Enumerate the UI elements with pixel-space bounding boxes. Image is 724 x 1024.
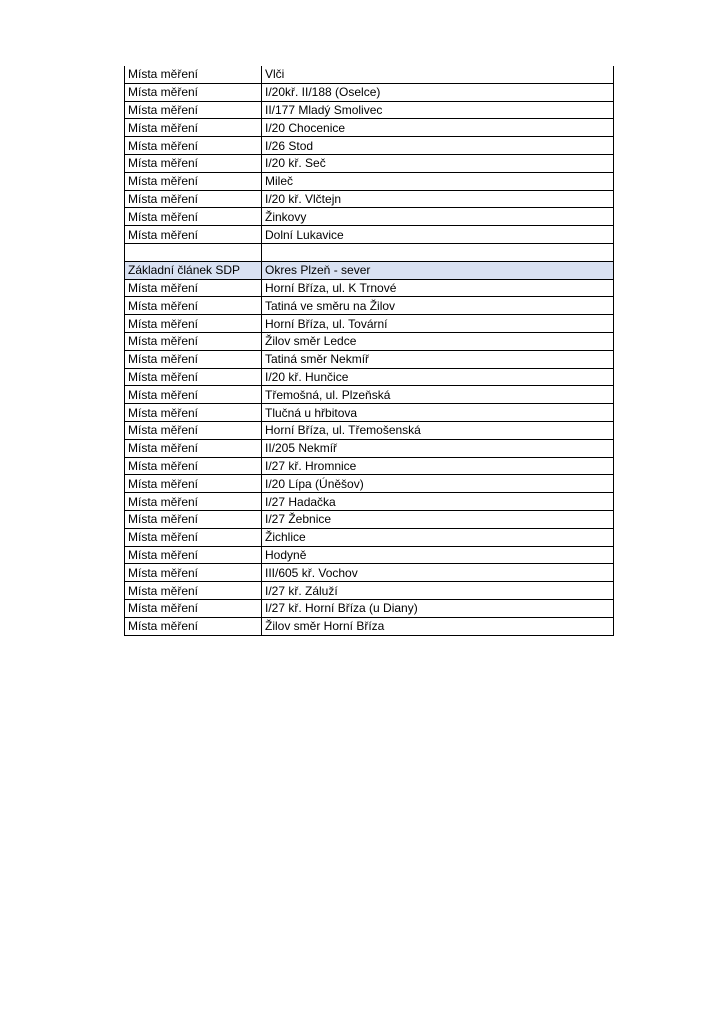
label-cell: Místa měření (125, 386, 262, 404)
table-row (125, 368, 614, 386)
table-row (125, 617, 614, 635)
label-cell: Místa měření (125, 439, 262, 457)
label-cell: Místa měření (125, 421, 262, 439)
label-cell: Místa měření (125, 564, 262, 582)
table-row (125, 421, 614, 439)
value-cell: Hodyně (262, 546, 614, 564)
label-cell: Místa měření (125, 599, 262, 617)
value-cell: I/20 Chocenice (262, 119, 614, 137)
label-cell: Místa měření (125, 172, 262, 190)
label-cell: Místa měření (125, 475, 262, 493)
label-cell: Místa měření (125, 297, 262, 315)
value-cell: Tlučná u hřbitova (262, 404, 614, 422)
table-row (125, 350, 614, 368)
table-row (125, 119, 614, 137)
value-cell: Třemošná, ul. Plzeňská (262, 386, 614, 404)
table-row (125, 404, 614, 422)
value-cell: II/205 Nekmíř (262, 439, 614, 457)
value-cell: I/26 Stod (262, 137, 614, 155)
value-cell: I/20 kř. Vlčtejn (262, 190, 614, 208)
value-cell: Mileč (262, 172, 614, 190)
label-cell: Místa měření (125, 101, 262, 119)
label-cell: Místa měření (125, 546, 262, 564)
value-cell (262, 243, 614, 261)
label-cell: Místa měření (125, 350, 262, 368)
table-row (125, 564, 614, 582)
value-cell: I/20kř. II/188 (Oselce) (262, 83, 614, 101)
label-cell: Místa měření (125, 457, 262, 475)
table-row (125, 154, 614, 172)
value-cell: I/20 kř. Seč (262, 154, 614, 172)
value-cell: Tatiná směr Nekmíř (262, 350, 614, 368)
table-row (125, 582, 614, 600)
table-row (125, 528, 614, 546)
table-row (125, 439, 614, 457)
label-cell: Místa měření (125, 83, 262, 101)
label-cell: Místa měření (125, 137, 262, 155)
value-cell: Horní Bříza, ul. Tovární (262, 315, 614, 333)
value-cell: Dolní Lukavice (262, 226, 614, 244)
table-row (125, 493, 614, 511)
label-cell: Místa měření (125, 279, 262, 297)
label-cell: Místa měření (125, 66, 262, 83)
table-row (125, 226, 614, 244)
value-cell: Tatiná ve směru na Žilov (262, 297, 614, 315)
measurement-sites-table (124, 66, 614, 636)
value-cell: I/20 Lípa (Úněšov) (262, 475, 614, 493)
table-row (125, 315, 614, 333)
table-row (125, 297, 614, 315)
table-body (125, 66, 614, 635)
table-row (125, 457, 614, 475)
table-row (125, 279, 614, 297)
table-row (125, 190, 614, 208)
value-cell: I/27 kř. Záluží (262, 582, 614, 600)
label-cell: Místa měření (125, 510, 262, 528)
table-row (125, 510, 614, 528)
label-cell: Místa měření (125, 404, 262, 422)
table-row (125, 546, 614, 564)
section-header-row (125, 261, 614, 279)
table-row (125, 101, 614, 119)
label-cell: Místa měření (125, 528, 262, 546)
label-cell: Místa měření (125, 582, 262, 600)
value-cell: I/27 kř. Hromnice (262, 457, 614, 475)
table-row (125, 172, 614, 190)
label-cell: Místa měření (125, 208, 262, 226)
table-row (125, 599, 614, 617)
value-cell: Vlči (262, 66, 614, 83)
label-cell: Místa měření (125, 315, 262, 333)
value-cell: Horní Bříza, ul. K Trnové (262, 279, 614, 297)
value-cell: Horní Bříza, ul. Třemošenská (262, 421, 614, 439)
label-cell (125, 243, 262, 261)
value-cell: I/27 Žebnice (262, 510, 614, 528)
value-cell: Žichlice (262, 528, 614, 546)
value-cell: Žinkovy (262, 208, 614, 226)
label-cell: Místa měření (125, 226, 262, 244)
value-cell: I/27 kř. Horní Bříza (u Diany) (262, 599, 614, 617)
table-row (125, 83, 614, 101)
table-row (125, 332, 614, 350)
value-cell: I/20 kř. Hunčice (262, 368, 614, 386)
label-cell: Místa měření (125, 493, 262, 511)
table-row (125, 137, 614, 155)
value-cell: III/605 kř. Vochov (262, 564, 614, 582)
table-row (125, 475, 614, 493)
table-row (125, 386, 614, 404)
value-cell: II/177 Mladý Smolivec (262, 101, 614, 119)
label-cell: Místa měření (125, 190, 262, 208)
value-cell: I/27 Hadačka (262, 493, 614, 511)
table-row (125, 208, 614, 226)
label-cell: Místa měření (125, 368, 262, 386)
label-cell: Místa měření (125, 119, 262, 137)
label-cell: Místa měření (125, 617, 262, 635)
value-cell: Žilov směr Ledce (262, 332, 614, 350)
label-cell: Místa měření (125, 154, 262, 172)
empty-row (125, 243, 614, 261)
label-cell: Základní článek SDP (125, 261, 262, 279)
label-cell: Místa měření (125, 332, 262, 350)
value-cell: Žilov směr Horní Bříza (262, 617, 614, 635)
value-cell: Okres Plzeň - sever (262, 261, 614, 279)
table-row (125, 66, 614, 83)
